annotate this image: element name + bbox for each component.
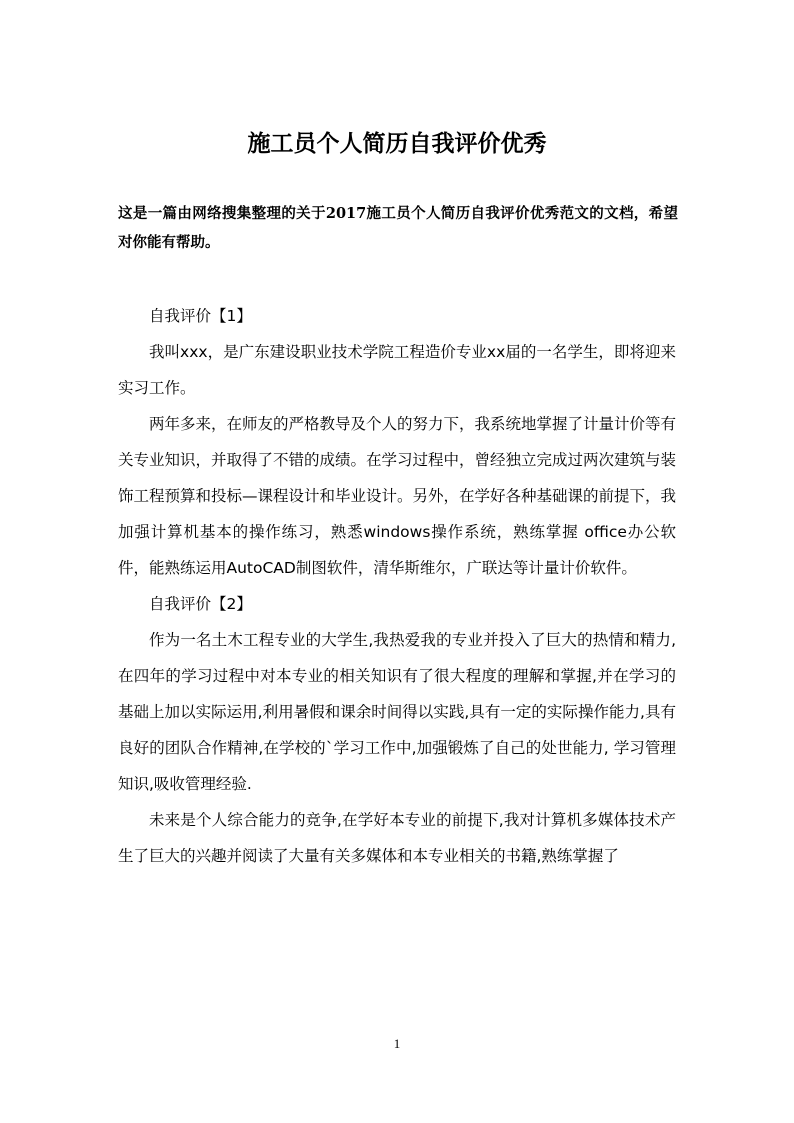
document-body bbox=[118, 298, 676, 874]
section-heading-2: 自我评价【2】 bbox=[149, 595, 252, 613]
document-intro: 这是一篇由网络搜集整理的关于2017施工员个人简历自我评价优秀范文的文档，希望对你能有帮助。 bbox=[118, 205, 678, 251]
body-paragraph: 我叫xxx，是广东建设职业技术学院工程造价专业xx届的一名学生，即将迎来实习工作。 bbox=[118, 343, 676, 397]
body-paragraph: 作为一名土木工程专业的大学生,我热爱我的专业并投入了巨大的热情和精力,在四年的学习过程中对本专业的相关知识有了很大程度的理解和掌握,并在学习的基础上加以实际运用,利用暑假和课余时间得以实践,具有一定的实际操作能力,具有良好的团队合作精神,在学校的`学习工作中,加强锻炼了自己的处世能力, 学习管理知识,吸收管理经验. bbox=[118, 631, 676, 793]
document-title: 施工员个人简历自我评价优秀 bbox=[247, 130, 547, 157]
body-paragraph: 未来是个人综合能力的竞争,在学好本专业的前提下,我对计算机多媒体技术产生了巨大的兴趣并阅读了大量有关多媒体和本专业相关的书籍,熟练掌握了 bbox=[118, 811, 676, 865]
page-number: 1 bbox=[393, 1036, 401, 1051]
section-heading-1: 自我评价【1】 bbox=[149, 307, 252, 325]
body-paragraph: 两年多来，在师友的严格教导及个人的努力下，我系统地掌握了计量计价等有关专业知识，并取得了不错的成绩。在学习过程中，曾经独立完成过两次建筑与装饰工程预算和投标—课程设计和毕业设计。另外，在学好各种基础课的前提下，我加强计算机基本的操作练习，熟悉windows操作系统，熟练掌握 office办公软件，能熟练运用AutoCAD制图软件，清华斯维尔，广联达等计量计价软件。 bbox=[118, 415, 677, 577]
